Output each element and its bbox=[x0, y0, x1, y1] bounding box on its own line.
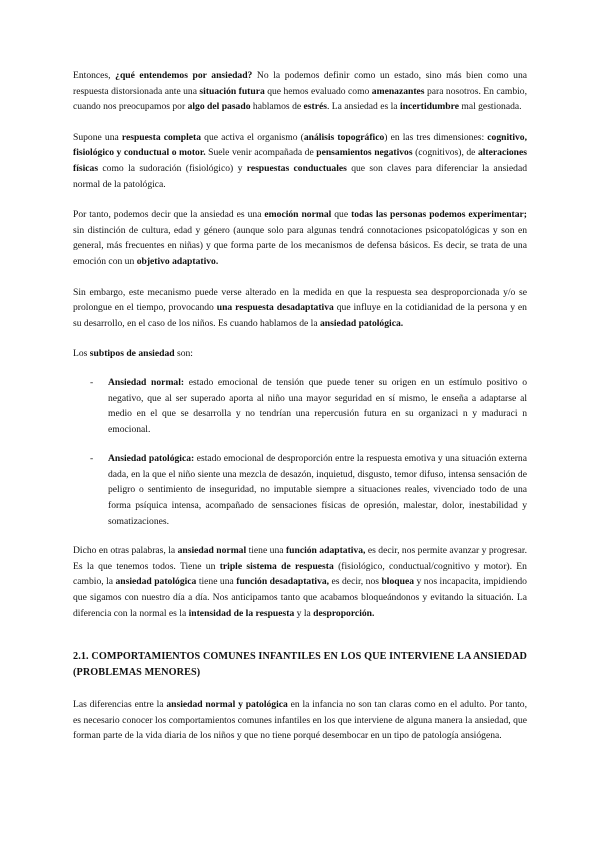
bold-term: emoción normal bbox=[264, 209, 332, 221]
bold-term: intensidad de la respuesta bbox=[188, 607, 295, 619]
paragraph-summary: Dicho en otras palabras, la ansiedad normal tiene una función adaptativa, es decir, nos permite avanzar y progresar. Es la que tenemos todos. Tiene un triple sistema de respuesta (fisiológico, conductual/cognitivo y motor). En cambio, la ansiedad patológica tiene una función desadaptativa, es decir, nos bloquea y nos incapacita, impidiendo que sigamos con nuestro día a día. Nos anticipamos tanto que acabamos bloqueándonos y evitando la situación. La diferencia con la normal es la intensidad de la respuesta y la desproporción. bbox=[73, 545, 527, 619]
subtypes-list bbox=[73, 375, 527, 529]
bold-term: ansiedad patológica. bbox=[319, 317, 404, 329]
bold-term: desproporción. bbox=[313, 607, 375, 619]
bold-term: una respuesta desadaptativa bbox=[216, 302, 334, 314]
bold-term: ansiedad normal y patológica bbox=[166, 699, 288, 711]
list-item: - Ansiedad patológica: estado emocional de desproporción entre la respuesta emotiva y una situación externa dada, en la que el niño siente una mezcla de desazón, inquietud, disgusto, temor difuso, intensa sensación de peligro o sentimiento de inseguridad, no imputable siempre a situaciones reales, vivenciado todo de una forma psíquica intensa, acompañado de sensaciones físicas de opresión, malestar, dolor, inestabilidad y somatizaciones. bbox=[90, 453, 527, 527]
bold-term: estrés bbox=[303, 101, 327, 113]
bold-term: función desadaptativa, bbox=[236, 576, 330, 588]
bold-term: Ansiedad patológica: bbox=[108, 453, 195, 465]
bold-term: todas las personas podemos experimentar; bbox=[351, 209, 527, 221]
paragraph-subtypes-intro: Los subtipos de ansiedad son: bbox=[73, 348, 193, 360]
bold-term: función adaptativa, bbox=[285, 545, 366, 557]
bold-term: triple sistema de respuesta bbox=[219, 560, 334, 572]
section-heading: 2.1. COMPORTAMIENTOS COMUNES INFANTILES EN LOS QUE INTERVIENE LA ANSIEDAD (PROBLEMAS MENORES) bbox=[73, 651, 527, 679]
document-page bbox=[73, 68, 527, 759]
paragraph-definition: Entonces, ¿qué entendemos por ansiedad? No la podemos definir como un estado, sino más bien como una respuesta distorsionada ante una situación futura que hemos evaluado como amenazantes para nosotros. En cambio, cuando nos preocupamos por algo del pasado hablamos de estrés. La ansiedad es la incertidumbre mal gestionada. bbox=[73, 70, 527, 113]
bold-term: situación futura bbox=[199, 85, 265, 97]
paragraph-pathological: Sin embargo, este mecanismo puede verse alterado en la medida en que la respuesta sea desproporcionada y/o se prolongue en el tiempo, provocando una respuesta desadaptativa que influye en la cotidianidad de la persona y en su desarrollo, en el caso de los niños. Es cuando hablamos de la ansiedad patológica. bbox=[73, 286, 527, 329]
bold-term: análisis topográfico bbox=[303, 131, 385, 143]
bold-term: ansiedad normal bbox=[177, 545, 247, 557]
bold-term: bloquea bbox=[381, 576, 414, 588]
list-dash: - bbox=[90, 376, 94, 388]
bold-term: algo del pasado bbox=[187, 101, 251, 113]
bold-term: respuesta completa bbox=[121, 131, 202, 143]
bold-term: alteraciones físicas bbox=[73, 147, 527, 174]
paragraph-normal-emotion: Por tanto, podemos decir que la ansiedad es una emoción normal que todas las personas podemos experimentar; sin distinción de cultura, edad y género (aunque solo para algunas tendrá connotaciones psicopatológicas y son en general, más frecuentes en niñas) y que forma parte de los mecanismos de defensa básicos. Es decir, se trata de una emoción con un objetivo adaptativo. bbox=[73, 209, 527, 267]
paragraph-response: Supone una respuesta completa que activa el organismo (análisis topográfico) en las tres dimensiones: cognitivo, fisiológico y conductual o motor. Suele venir acompañada de pensamientos negativos (cognitivos), de alteraciones físicas como la sudoración (fisiológico) y respuestas conductuales que son claves para diferenciar la ansiedad normal de la patológica. bbox=[73, 131, 527, 190]
bold-term: cognitivo, fisiológico y conductual o motor. bbox=[73, 131, 527, 159]
bold-term: subtipos de ansiedad bbox=[89, 348, 175, 360]
list-item: - Ansiedad normal: estado emocional de tensión que puede tener su origen en un estímulo positivo o negativo, que al ser superado aporta al niño una mayor seguridad en sí mismo, le enseña a adaptarse al medio en el que se desarrolla y no tendrían una repercusión futura en su organizaci n y maduraci n emocional. bbox=[90, 376, 527, 435]
bold-term: objetivo adaptativo. bbox=[136, 255, 219, 267]
list-dash: - bbox=[90, 453, 94, 465]
bold-term: ansiedad patológica bbox=[115, 576, 197, 588]
bold-term: Ansiedad normal: bbox=[108, 376, 185, 388]
bold-term: amenazantes bbox=[371, 85, 425, 97]
bold-term: pensamientos negativos bbox=[316, 147, 413, 159]
bold-term: incertidumbre bbox=[399, 101, 459, 113]
bold-term: ¿qué entendemos por ansiedad? bbox=[115, 70, 253, 81]
paragraph-differences: Las diferencias entre la ansiedad normal y patológica en la infancia no son tan claras como en el adulto. Por tanto, es necesario conocer los comportamientos comunes infantiles en los que interviene de alguna manera la ansiedad, que forman parte de la vida diaria de los niños y que no tiene porqué desembocar en un tipo de patología ansiógena. bbox=[73, 699, 527, 742]
bold-term: respuestas conductuales bbox=[246, 162, 347, 174]
